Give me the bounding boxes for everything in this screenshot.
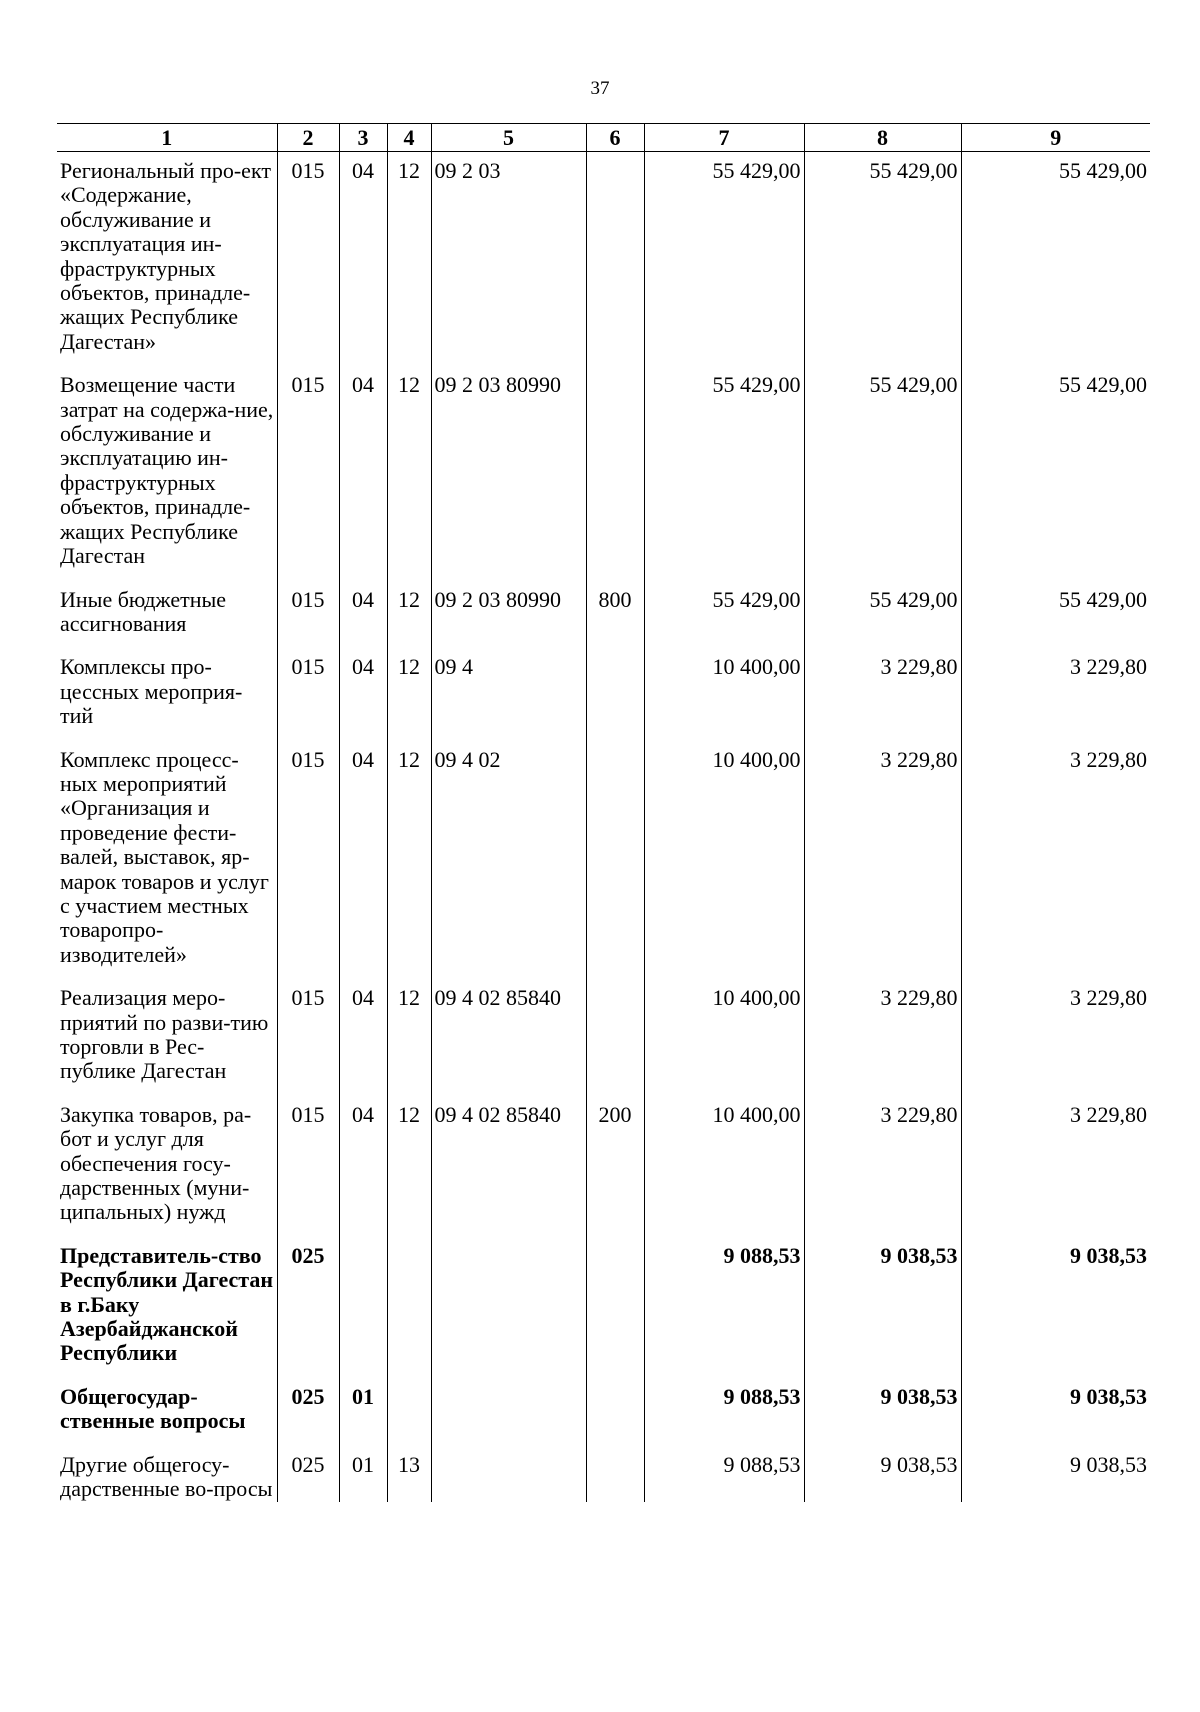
- subsection-code: 12: [387, 648, 431, 740]
- column-header: 8: [804, 124, 961, 152]
- amount-col-9: 9 038,53: [961, 1378, 1150, 1446]
- ministry-code: 015: [277, 152, 339, 367]
- amount-col-7: 10 400,00: [644, 741, 804, 980]
- amount-col-7: 10 400,00: [644, 1096, 804, 1237]
- amount-col-9: 3 229,80: [961, 979, 1150, 1096]
- target-article-code: 09 4 02 85840: [431, 979, 586, 1096]
- amount-col-9: 9 038,53: [961, 1237, 1150, 1378]
- target-article-code: [431, 1378, 586, 1446]
- target-article-code: 09 4: [431, 648, 586, 740]
- column-header: 4: [387, 124, 431, 152]
- item-name: Представитель-ство Республики Дагестан в г.Баку Азербайджанской Республики: [60, 1242, 274, 1366]
- column-header: 3: [339, 124, 387, 152]
- ministry-code: 015: [277, 979, 339, 1096]
- section-code: 04: [339, 979, 387, 1096]
- expense-type-code: [586, 1237, 644, 1378]
- subsection-code: 13: [387, 1446, 431, 1502]
- table-row: [57, 1378, 1150, 1446]
- item-name: Реализация меро-приятий по разви-тию торговли в Рес-публике Дагестан: [60, 985, 269, 1084]
- subsection-code: [387, 1237, 431, 1378]
- amount-col-7: 55 429,00: [644, 152, 804, 367]
- target-article-code: 09 4 02 85840: [431, 1096, 586, 1237]
- table-row: [57, 648, 1150, 740]
- ministry-code: 025: [277, 1237, 339, 1378]
- amount-col-8: 3 229,80: [804, 1096, 961, 1237]
- ministry-code: 015: [277, 1096, 339, 1237]
- subsection-code: 12: [387, 581, 431, 649]
- amount-col-9: 9 038,53: [961, 1446, 1150, 1502]
- expense-type-code: [586, 648, 644, 740]
- table-row: [57, 1237, 1150, 1378]
- section-code: [339, 1237, 387, 1378]
- section-code: 04: [339, 741, 387, 980]
- section-code: 04: [339, 1096, 387, 1237]
- expense-type-code: [586, 741, 644, 980]
- ministry-code: 015: [277, 648, 339, 740]
- item-name: Другие общегосу-дарственные во-просы: [60, 1451, 273, 1502]
- amount-col-9: 3 229,80: [961, 648, 1150, 740]
- target-article-code: 09 4 02: [431, 741, 586, 980]
- table-row: [57, 366, 1150, 580]
- item-name: Региональный про-ект «Содержание, обслуживание и эксплуатация ин-фраструктурных объектов, принадле-жащих Республике Дагестан»: [60, 158, 271, 354]
- budget-table: [57, 123, 1150, 1502]
- amount-col-8: 55 429,00: [804, 152, 961, 367]
- section-code: 04: [339, 581, 387, 649]
- table-row: [57, 979, 1150, 1096]
- item-name: Комплекс процесс-ных мероприятий «Организация и проведение фести-валей, выставок, яр-марок товаров и услуг с участием местных товаропро-изводителей»: [60, 746, 269, 967]
- amount-col-7: 55 429,00: [644, 581, 804, 649]
- expense-type-code: 200: [586, 1096, 644, 1237]
- ministry-code: 015: [277, 741, 339, 980]
- amount-col-7: 55 429,00: [644, 366, 804, 580]
- subsection-code: 12: [387, 1096, 431, 1237]
- amount-col-7: 10 400,00: [644, 648, 804, 740]
- column-header: 1: [57, 124, 277, 152]
- amount-col-8: 55 429,00: [804, 581, 961, 649]
- amount-col-8: 3 229,80: [804, 741, 961, 980]
- amount-col-8: 3 229,80: [804, 648, 961, 740]
- amount-col-8: 3 229,80: [804, 979, 961, 1096]
- amount-col-9: 55 429,00: [961, 152, 1150, 367]
- subsection-code: 12: [387, 741, 431, 980]
- item-name: Общегосудар-ственные вопросы: [60, 1383, 246, 1434]
- subsection-code: 12: [387, 152, 431, 367]
- expense-type-code: [586, 366, 644, 580]
- column-header: 2: [277, 124, 339, 152]
- item-name: Комплексы про-цессных мероприя-тий: [60, 654, 243, 729]
- section-code: 04: [339, 648, 387, 740]
- amount-col-9: 55 429,00: [961, 581, 1150, 649]
- section-code: 04: [339, 366, 387, 580]
- amount-col-8: 9 038,53: [804, 1378, 961, 1446]
- ministry-code: 015: [277, 366, 339, 580]
- section-code: 01: [339, 1446, 387, 1502]
- expense-type-code: [586, 1446, 644, 1502]
- table-row: [57, 1096, 1150, 1237]
- target-article-code: 09 2 03: [431, 152, 586, 367]
- page-number: 37: [590, 78, 610, 99]
- table-row: [57, 1446, 1150, 1502]
- expense-type-code: [586, 979, 644, 1096]
- target-article-code: [431, 1446, 586, 1502]
- target-article-code: 09 2 03 80990: [431, 581, 586, 649]
- amount-col-8: 9 038,53: [804, 1446, 961, 1502]
- ministry-code: 015: [277, 581, 339, 649]
- header-row: [57, 124, 1150, 152]
- target-article-code: 09 2 03 80990: [431, 366, 586, 580]
- amount-col-7: 10 400,00: [644, 979, 804, 1096]
- expense-type-code: 800: [586, 581, 644, 649]
- subsection-code: 12: [387, 979, 431, 1096]
- expense-type-code: [586, 152, 644, 367]
- item-name: Иные бюджетные ассигнования: [60, 586, 227, 636]
- ministry-code: 025: [277, 1378, 339, 1446]
- column-header: 5: [431, 124, 586, 152]
- item-name: Возмещение части затрат на содержа-ние, обслуживание и эксплуатацию ин-фраструктурных объектов, принадле-жащих Республике Дагестан: [60, 372, 274, 569]
- amount-col-8: 55 429,00: [804, 366, 961, 580]
- column-header: 9: [961, 124, 1150, 152]
- subsection-code: 12: [387, 366, 431, 580]
- amount-col-7: 9 088,53: [644, 1446, 804, 1502]
- table-row: [57, 152, 1150, 367]
- amount-col-9: 3 229,80: [961, 1096, 1150, 1237]
- amount-col-7: 9 088,53: [644, 1378, 804, 1446]
- amount-col-8: 9 038,53: [804, 1237, 961, 1378]
- column-header: 7: [644, 124, 804, 152]
- expense-type-code: [586, 1378, 644, 1446]
- amount-col-9: 55 429,00: [961, 366, 1150, 580]
- section-code: 04: [339, 152, 387, 367]
- ministry-code: 025: [277, 1446, 339, 1502]
- table-row: [57, 581, 1150, 649]
- column-header: 6: [586, 124, 644, 152]
- item-name: Закупка товаров, ра-бот и услуг для обеспечения госу-дарственных (муни-ципальных) нужд: [60, 1101, 252, 1225]
- amount-col-7: 9 088,53: [644, 1237, 804, 1378]
- amount-col-9: 3 229,80: [961, 741, 1150, 980]
- section-code: 01: [339, 1378, 387, 1446]
- subsection-code: [387, 1378, 431, 1446]
- table-row: [57, 741, 1150, 980]
- target-article-code: [431, 1237, 586, 1378]
